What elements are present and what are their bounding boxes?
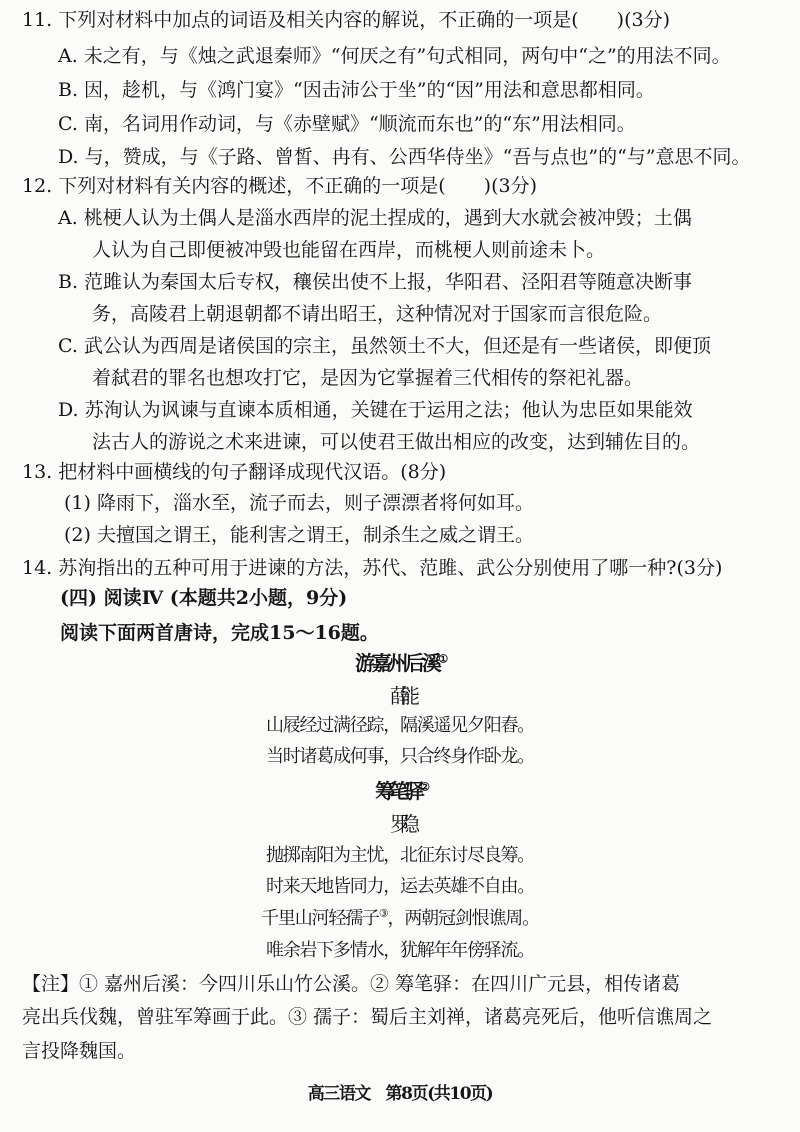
q12-option-b-line2: 务，高陵君上朝退朝都不请出昭王，这种情况对于国家而言很危险。 bbox=[92, 303, 663, 325]
q12-option-a-line2: 人认为自己即便被冲毁也能留在西岸，而桃梗人则前途未卜。 bbox=[92, 239, 606, 261]
poem2-line-1: 抛掷南阳为主忧，北征东讨尽良筹。 bbox=[266, 845, 534, 866]
poem2-line-4: 唯余岩下多情水，犹解年年傍驿流。 bbox=[266, 940, 534, 961]
notes-line-2: 亮出兵伐魏，曾驻军筹画于此。③ 孺子：蜀后主刘禅，诸葛亮死后，他听信谯周之 bbox=[22, 1006, 713, 1028]
q11-option-b: B. 因，趁机，与《鸿门宴》“因击沛公于坐”的“因”用法和意思都相同。 bbox=[58, 79, 655, 101]
q11-option-a: A. 未之有，与《烛之武退秦师》“何厌之有”句式相同，两句中“之”的用法不同。 bbox=[58, 45, 731, 67]
poem1-line-1: 山屐经过满径踪，隔溪遥见夕阳舂。 bbox=[266, 715, 534, 736]
q12-option-d-line2: 法古人的游说之术来进谏，可以使君王做出相应的改变，达到辅佐目的。 bbox=[92, 431, 701, 453]
poem1-line-2: 当时诸葛成何事，只合终身作卧龙。 bbox=[266, 746, 534, 767]
q13-stem: 13. 把材料中画横线的句子翻译成现代汉语。(8分) bbox=[22, 461, 447, 483]
poem2-line-3: 千里山河轻孺子③，两朝冠剑恨谯周。 bbox=[261, 907, 539, 929]
q12-stem: 12. 下列对材料有关内容的概述，不正确的一项是( )(3分) bbox=[22, 175, 537, 197]
q13-sentence-2: (2) 夫擅国之谓王，能利害之谓王，制杀生之威之谓王。 bbox=[64, 524, 534, 546]
q11-stem: 11. 下列对材料中加点的词语及相关内容的解说，不正确的一项是( )(3分) bbox=[22, 9, 670, 31]
q12-option-c-line1: C. 武公认为西周是诸侯国的宗主，虽然领土不大，但还是有一些诸侯，即便顶 bbox=[58, 335, 711, 357]
footnote-marker-1: ① bbox=[438, 652, 445, 666]
notes-line-1: 【注】① 嘉州后溪：今四川乐山竹公溪。② 筹笔驿：在四川广元县，相传诸葛 bbox=[22, 973, 681, 995]
q12-option-d-line1: D. 苏洵认为讽谏与直谏本质相通，关键在于运用之法；他认为忠臣如果能效 bbox=[58, 399, 693, 421]
q12-option-a-line1: A. 桃梗人认为土偶人是淄水西岸的泥土捏成的，遇到大水就会被冲毁；土偶 bbox=[58, 207, 692, 229]
q12-option-b-line1: B. 范雎认为秦国太后专权，穰侯出使不上报，华阳君、泾阳君等随意决断事 bbox=[58, 271, 693, 293]
q14-stem: 14. 苏洵指出的五种可用于进谏的方法，苏代、范雎、武公分别使用了哪一种?(3分) bbox=[22, 557, 723, 579]
poem1-author: 薛能 bbox=[390, 684, 410, 708]
q11-option-d: D. 与，赞成，与《子路、曾皙、冉有、公西华侍坐》“吾与点也”的“与”意思不同。 bbox=[58, 146, 751, 168]
footnote-marker-2: ② bbox=[420, 780, 425, 794]
poem1-title: 游嘉州后溪① bbox=[355, 651, 445, 675]
poem2-title: 筹笔驿② bbox=[375, 779, 425, 803]
notes-line-3: 言投降魏国。 bbox=[22, 1040, 137, 1062]
poem2-line-2: 时来天地皆同力，运去英雄不自由。 bbox=[266, 876, 534, 897]
q13-sentence-1: (1) 降雨下，淄水至，流子而去，则子漂漂者将何如耳。 bbox=[64, 492, 534, 514]
q11-option-c: C. 南，名词用作动词，与《赤壁赋》“顺流而东也”的“东”用法相同。 bbox=[58, 113, 636, 135]
footnote-marker-3: ③ bbox=[378, 907, 388, 920]
q12-option-c-line2: 着弑君的罪名也想攻打它，是因为它掌握着三代相传的祭祀礼器。 bbox=[92, 367, 644, 389]
poem2-author: 罗隐 bbox=[390, 812, 410, 836]
section-heading: (四) 阅读Ⅳ (本题共2小题，9分) bbox=[60, 587, 348, 609]
section-instruction: 阅读下面两首唐诗，完成15～16题。 bbox=[60, 622, 379, 644]
page-footer: 高三语文 第8页(共10页) bbox=[307, 1084, 493, 1104]
